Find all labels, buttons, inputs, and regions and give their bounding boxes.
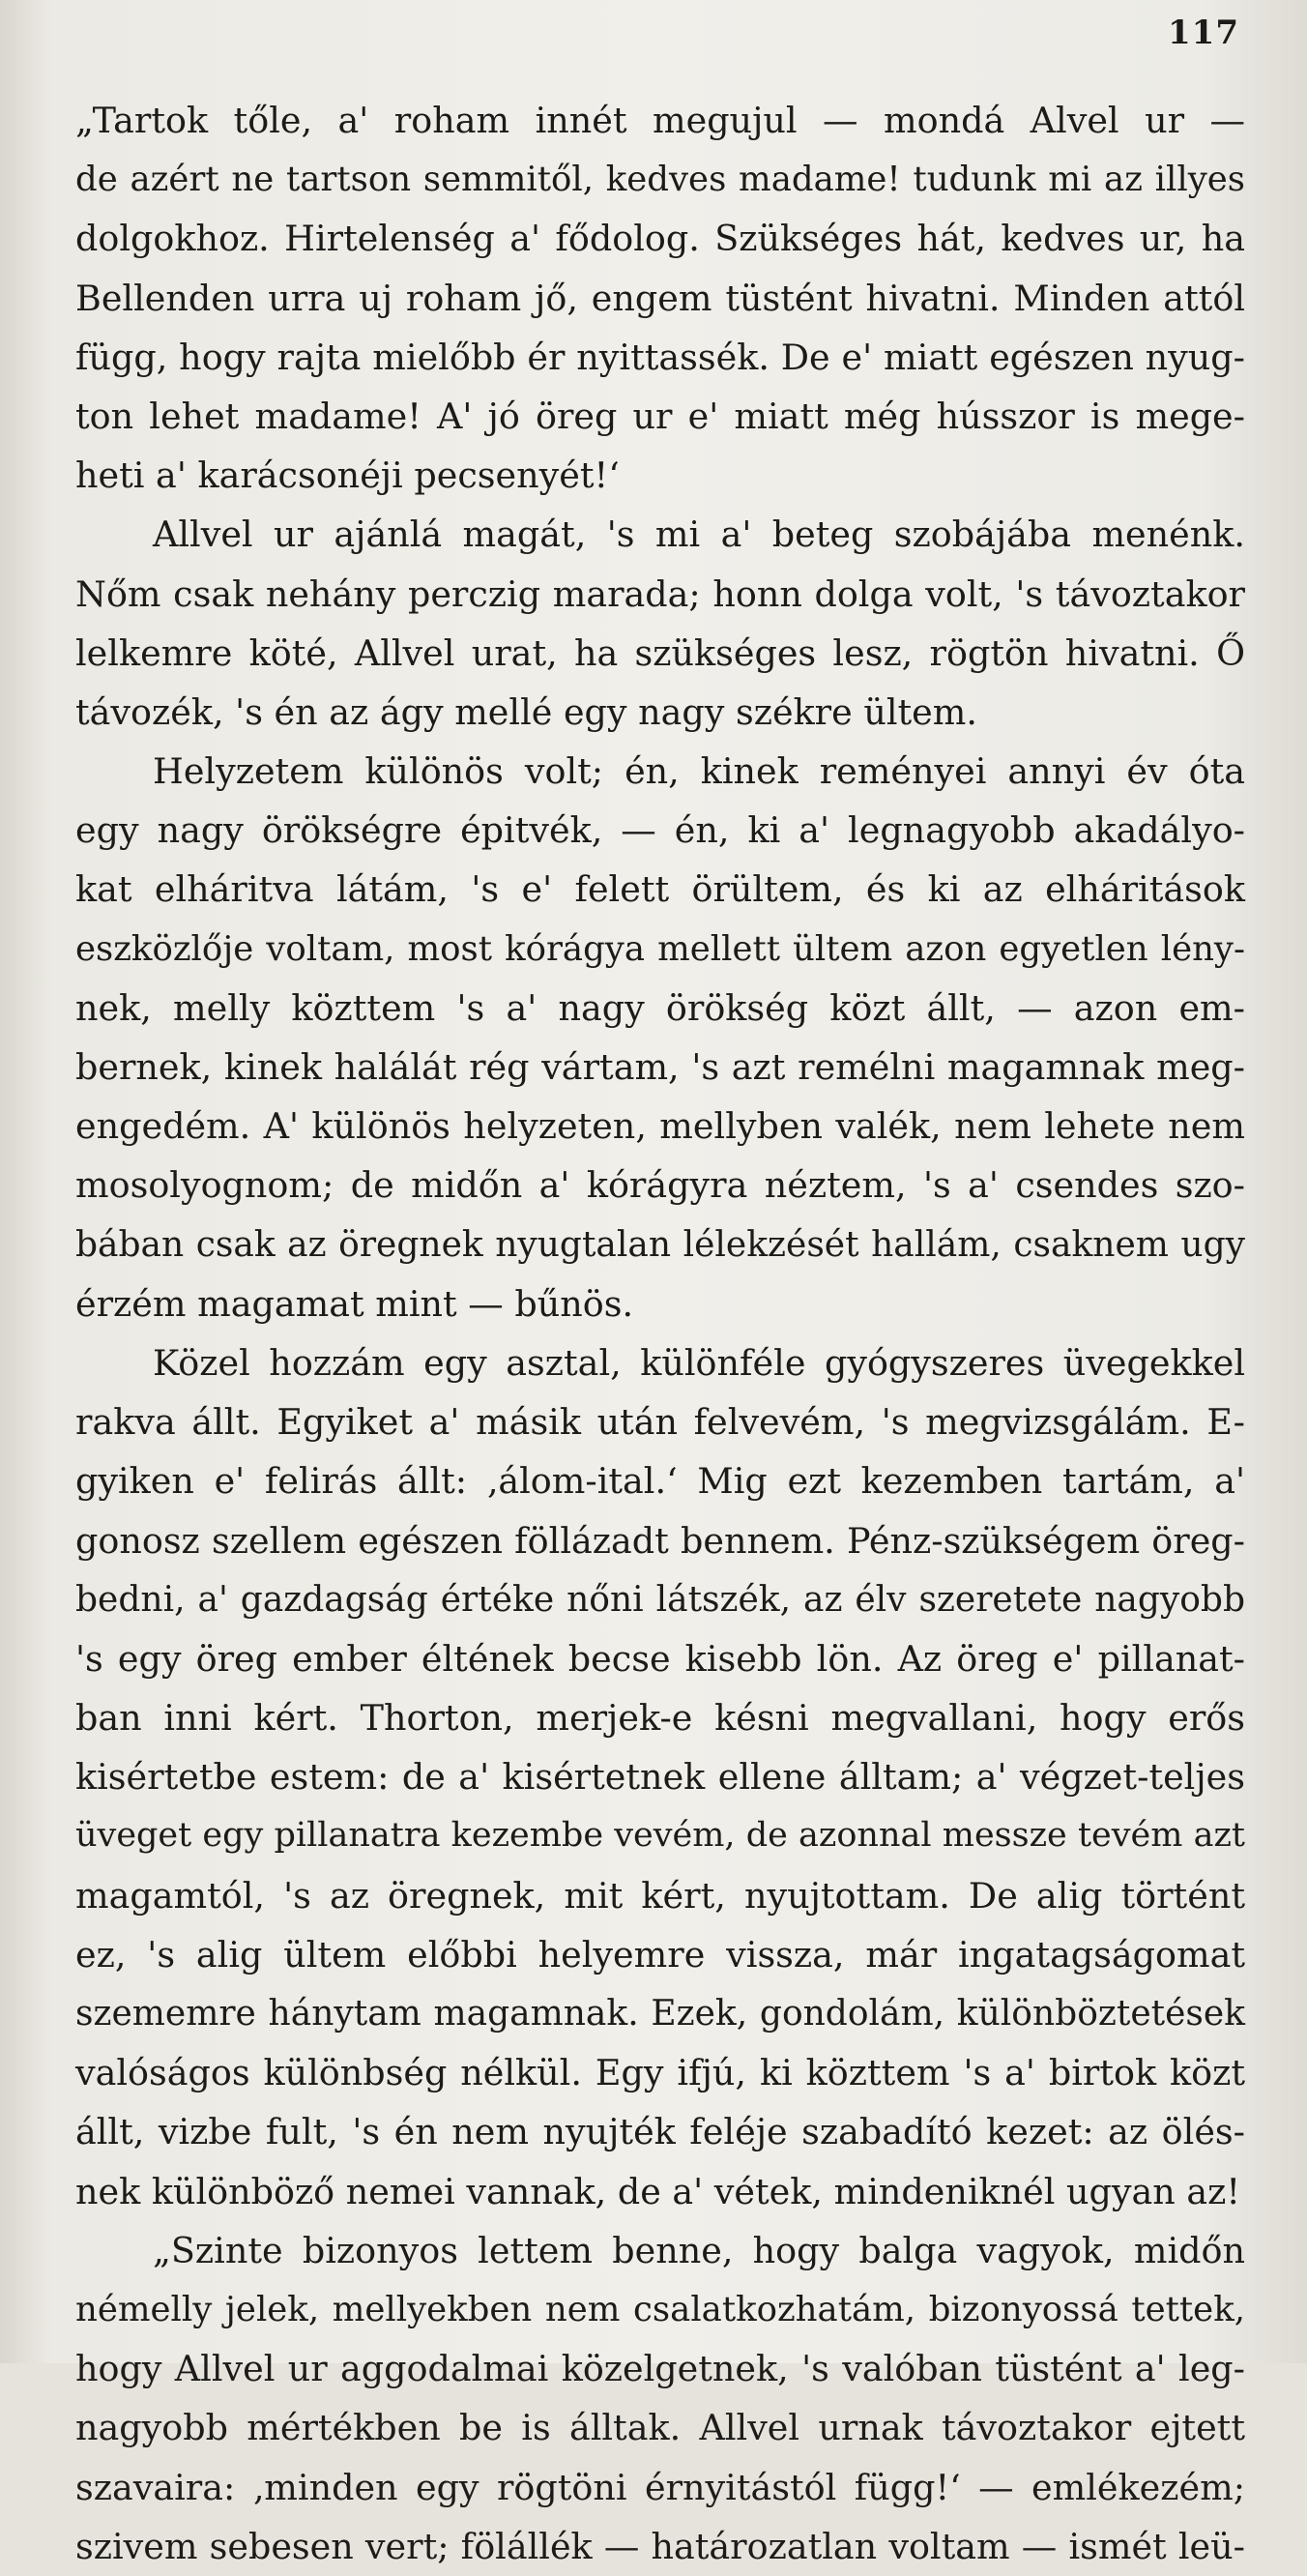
text-line: szememre hánytam magamnak. Ezek, gondolám, különböztetések: [75, 1994, 1245, 2034]
text-line: nagyobb mértékben be is álltak. Allvel urnak távoztakor ejtett: [75, 2407, 1245, 2449]
text-line: Helyzetem különös volt; én, kinek reményei annyi év óta: [153, 750, 1245, 793]
text-line: távozék, 's én az ágy mellé egy nagy székre ültem.: [75, 690, 977, 733]
text-line: gyiken e' felirás állt: ‚álom-ital.‘ Mig ezt kezemben tartám, a': [75, 1460, 1245, 1503]
text-line: Nőm csak nehány perczig marada; honn dolga volt, 's távoztakor: [75, 572, 1245, 615]
text-line: magamtól, 's az öregnek, mit kért, nyujtottam. De alig történt: [75, 1874, 1245, 1917]
text-line: érzém magamat mint — bűnös.: [75, 1282, 634, 1325]
text-line: nek, melly közttem 's a' nagy örökség közt állt, — azon em-: [75, 986, 1245, 1029]
text-line: rakva állt. Egyiket a' másik után felvevém, 's megvizsgálám. E-: [75, 1401, 1245, 1444]
text-line: ban inni kért. Thorton, merjek-e késni megvallani, hogy erős: [75, 1697, 1245, 1740]
page-number: 117: [1168, 14, 1239, 52]
text-line: bában csak az öregnek nyugtalan lélekzését hallám, csaknem ugy: [75, 1224, 1245, 1265]
text-line: szivem sebesen vert; fölállék — határozatlan voltam — ismét leü-: [75, 2525, 1245, 2567]
text-line: állt, vizbe fult, 's én nem nyujték feléje szabadító kezet: az ölés-: [75, 2111, 1245, 2153]
text-line: engedém. A' különös helyzeten, mellyben valék, nem lehete nem: [75, 1105, 1245, 1148]
text-line: valóságos különbség nélkül. Egy ifjú, ki közttem 's a' birtok közt: [75, 2052, 1245, 2094]
text-line: eszközlője voltam, most kórágya mellett ültem azon egyetlen lény-: [75, 928, 1245, 969]
text-line: „Szinte bizonyos lettem benne, hogy balga vagyok, midőn: [153, 2229, 1245, 2271]
text-line: egy nagy örökségre épitvék, — én, ki a' legnagyobb akadályo-: [75, 809, 1245, 852]
text-line: „Tartok tőle, a' roham innét megujul — mondá Alvel ur —: [75, 100, 1245, 141]
text-line: hogy Allvel ur aggodalmai közelgetnek, 's valóban tüstént a' leg-: [75, 2348, 1245, 2390]
text-line: lelkemre köté, Allvel urat, ha szükséges lesz, rögtön hivatni. Ő: [75, 631, 1245, 674]
text-line: de azért ne tartson semmitől, kedves madame! tudunk mi az illyes: [75, 160, 1245, 200]
text-line: dolgokhoz. Hirtelenség a' fődolog. Szükséges hát, kedves ur, ha: [75, 218, 1245, 260]
text-line: kat elháritva látám, 's e' felett örültem, és ki az elháritások: [75, 868, 1245, 911]
body-text: [75, 91, 1245, 2576]
text-line: Allvel ur ajánlá magát, 's mi a' beteg szobájába menénk.: [153, 513, 1245, 556]
text-line: függ, hogy rajta mielőbb ér nyittassék. De e' miatt egészen nyug-: [75, 336, 1245, 378]
text-line: nek különböző nemei vannak, de a' vétek, mindeniknél ugyan az!: [75, 2170, 1241, 2212]
text-line: 's egy öreg ember éltének becse kisebb lön. Az öreg e' pillanat-: [75, 1637, 1245, 1680]
text-line: heti a' karácsonéji pecsenyét!‘: [75, 454, 620, 497]
text-line: bedni, a' gazdagság értéke nőni látszék, az élv szeretete nagyobb: [75, 1579, 1245, 1620]
text-line: üveget egy pillanatra kezembe vevém, de azonnal messze tevém azt: [75, 1816, 1245, 1856]
text-line: ton lehet madame! A' jó öreg ur e' miatt még hússzor is mege-: [75, 395, 1245, 437]
text-line: ez, 's alig ültem előbbi helyemre vissza, már ingatagságomat: [75, 1933, 1245, 1976]
text-line: bernek, kinek halálát rég vártam, 's azt remélni magamnak meg-: [75, 1046, 1245, 1088]
text-line: kisértetbe estem: de a' kisértetnek ellene álltam; a' végzet-teljes: [75, 1756, 1245, 1799]
text-line: mosolyognom; de midőn a' kórágyra néztem, 's a' csendes szo-: [75, 1164, 1245, 1207]
text-line: Bellenden urra uj roham jő, engem tüstént hivatni. Minden attól: [75, 277, 1245, 319]
text-line: Közel hozzám egy asztal, különféle gyógyszeres üvegekkel: [153, 1341, 1245, 1384]
text-line: némelly jelek, mellyekben nem csalatkozhatám, bizonyossá tettek,: [75, 2289, 1245, 2329]
text-line: gonosz szellem egészen föllázadt bennem. Pénz-szükségem öreg-: [75, 1519, 1245, 1562]
text-line: szavaira: ‚minden egy rögtöni érnyitástól függ!‘ — emlékezém;: [75, 2466, 1245, 2508]
